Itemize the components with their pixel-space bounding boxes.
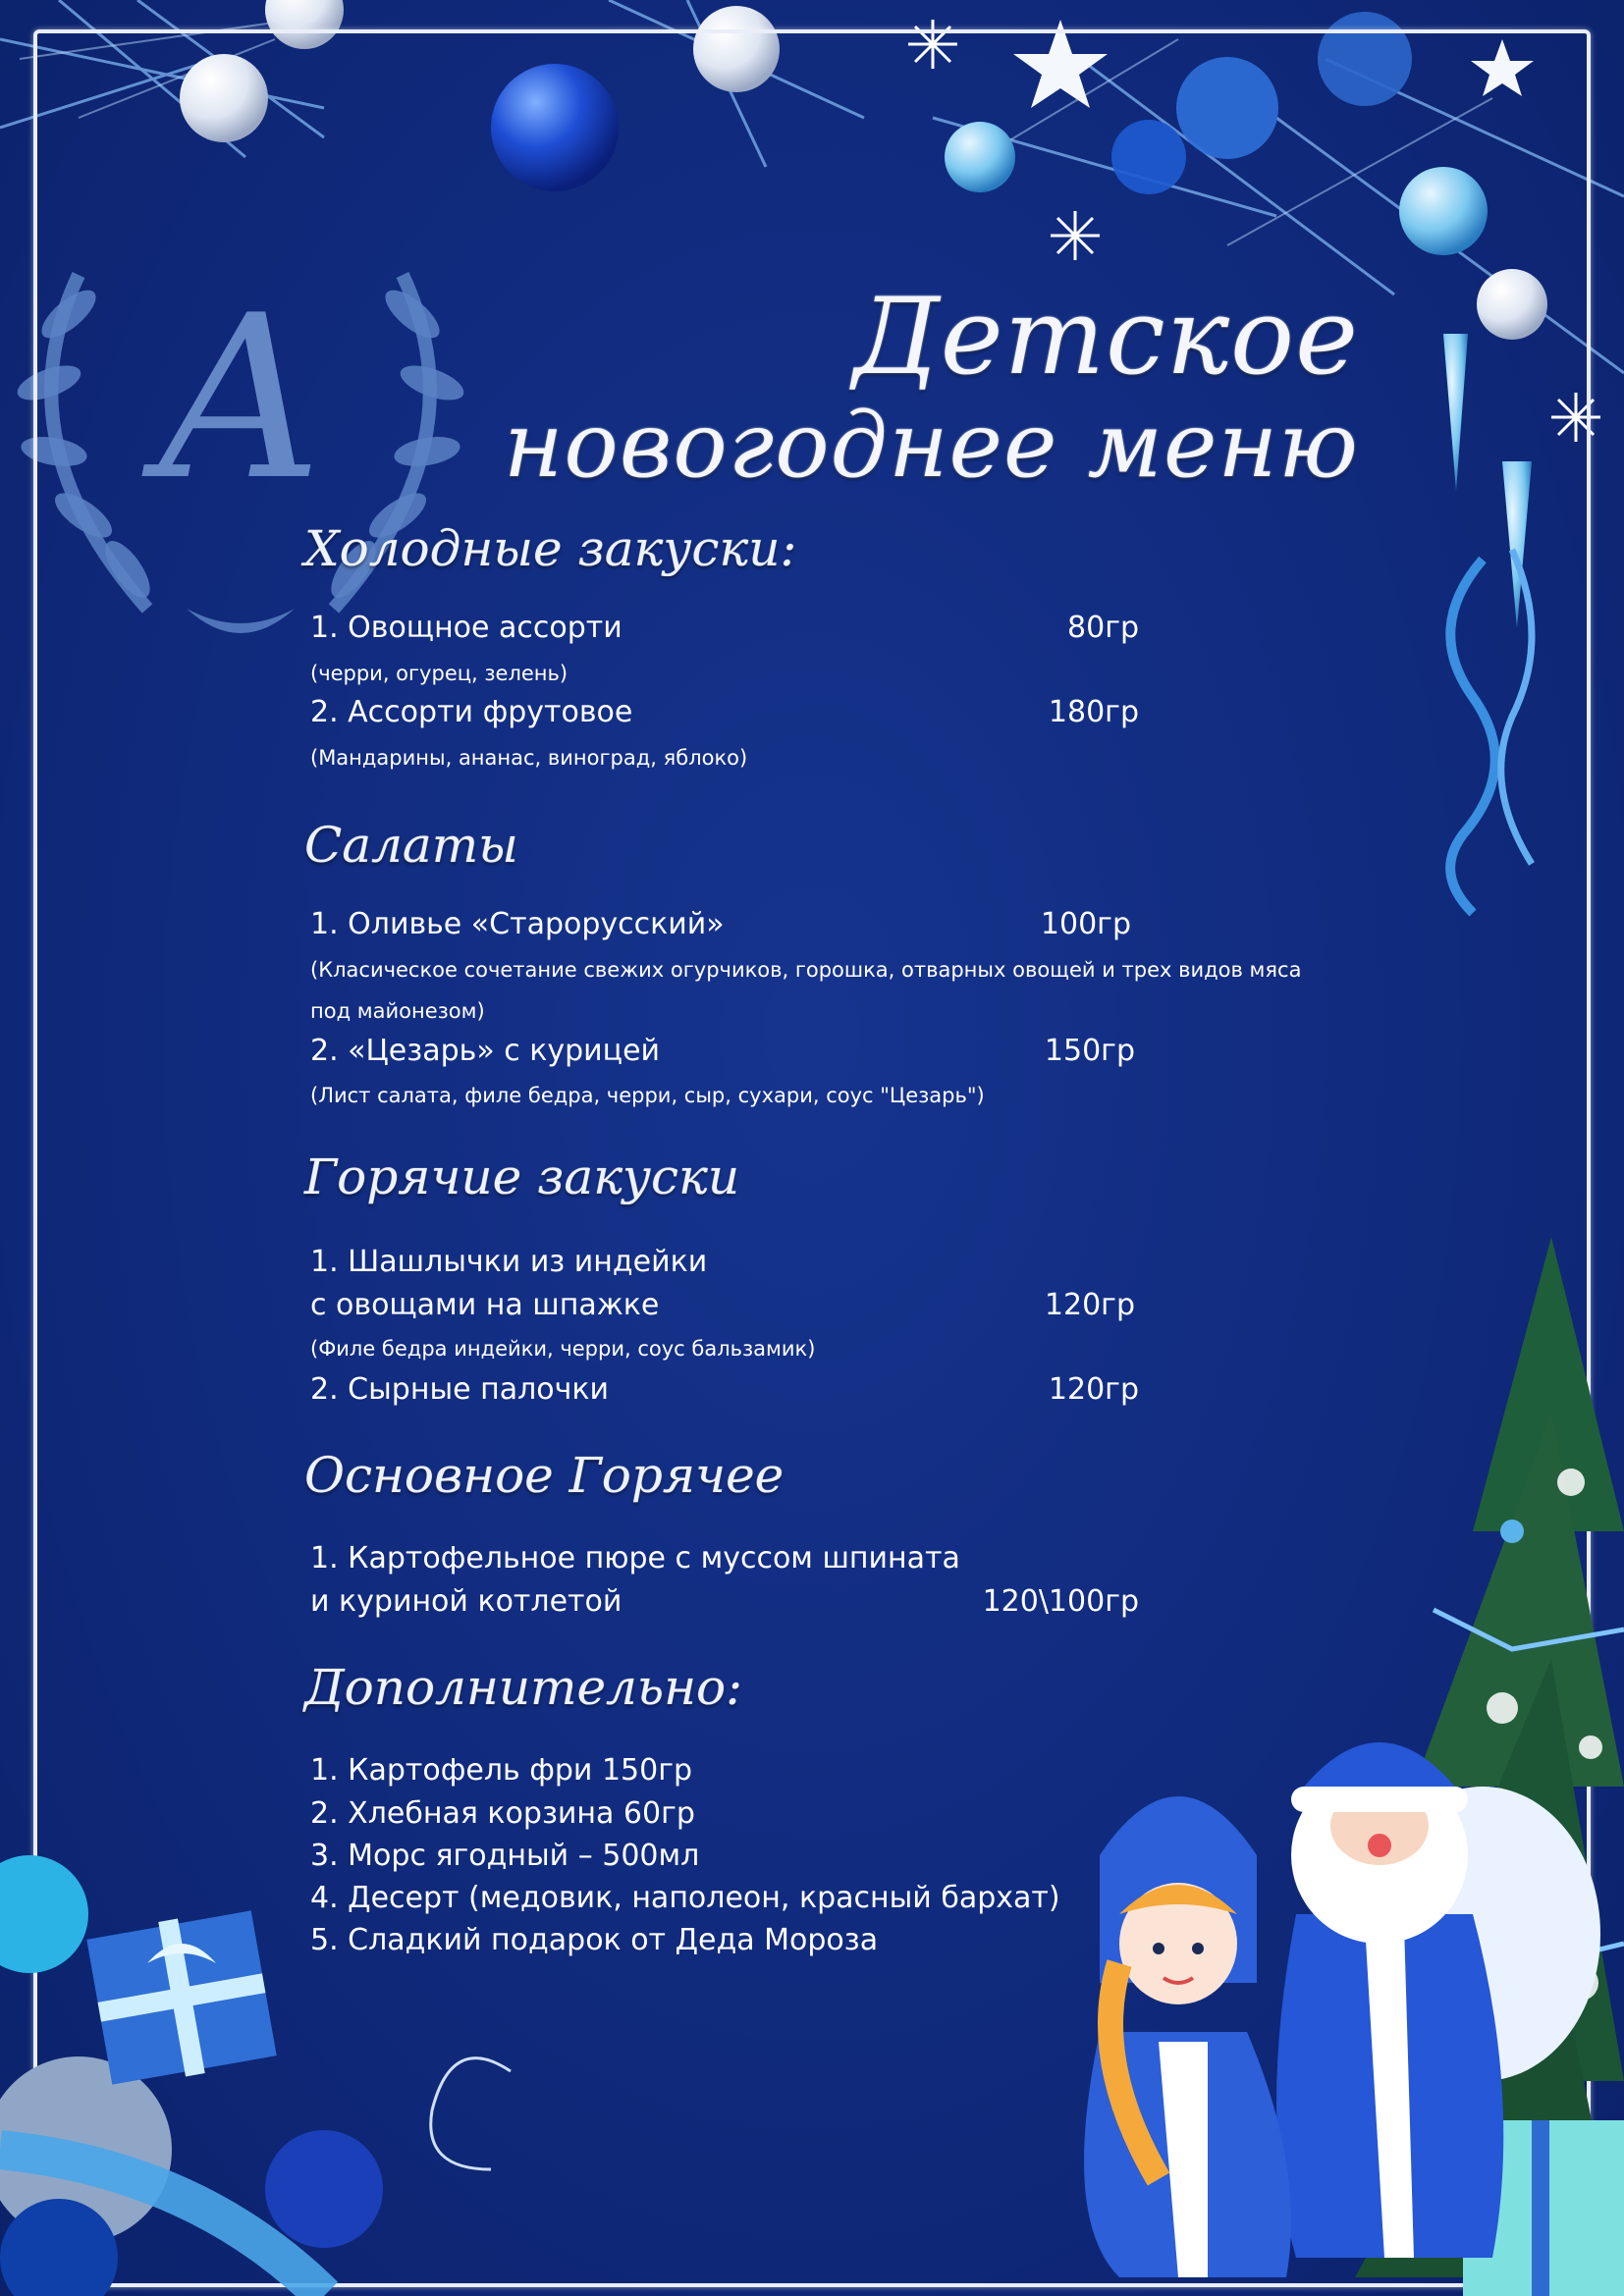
section-title-salads: Салаты: [304, 817, 518, 874]
menu-item-note: (Класическое сочетание свежих огурчиков, горошка, отварных овощей и трех видов мяса: [310, 958, 1302, 982]
menu-title: [503, 276, 1359, 498]
title-line-2: новогоднее меню: [503, 393, 1359, 498]
santa-and-snow-maiden: [1041, 1708, 1624, 2296]
section-title-hot-snacks: Горячие закуски: [304, 1148, 740, 1205]
menu-item-note: (черри, огурец, зелень): [310, 662, 568, 685]
menu-item-price: 120\100гр: [982, 1584, 1139, 1619]
menu-item-price: 180гр: [1048, 695, 1139, 729]
menu-item-note: под майонезом): [310, 999, 485, 1023]
menu-item-name: с овощами на шпажке: [310, 1288, 660, 1322]
menu-item-price: 120гр: [1044, 1288, 1135, 1322]
menu-item-name: 1. Оливье «Старорусский»: [310, 907, 725, 941]
menu-item-price: 80гр: [1067, 611, 1139, 645]
menu-item-name: 1. Картофельное пюре с муссом шпината: [310, 1541, 960, 1575]
logo-letter: А: [154, 268, 327, 530]
section-title-main-hot: Основное Горячее: [304, 1447, 785, 1504]
section-title-extra: Дополнительно:: [304, 1659, 742, 1716]
extra-item: 5. Сладкий подарок от Деда Мороза: [310, 1923, 879, 1957]
menu-item-note: (Филе бедра индейки, черри, соус бальзамик): [310, 1337, 816, 1361]
menu-item-price: 100гр: [1040, 907, 1131, 941]
extra-item: 1. Картофель фри 150гр: [310, 1753, 693, 1788]
menu-item-price: 150гр: [1044, 1034, 1135, 1068]
title-line-1: Детское: [852, 276, 1359, 399]
menu-item-note: (Лист салата, филе бедра, черри, сыр, сухари, соус "Цезарь"): [310, 1084, 985, 1107]
menu-item-name: и куриной котлетой: [310, 1584, 623, 1619]
menu-item-price: 120гр: [1048, 1372, 1139, 1407]
extra-item: 2. Хлебная корзина 60гр: [310, 1796, 695, 1831]
extra-item: 4. Десерт (медовик, наполеон, красный бархат): [310, 1881, 1060, 1915]
extra-item: 3. Морс ягодный – 500мл: [310, 1839, 700, 1873]
menu-item-name: 2. «Цезарь» с курицей: [310, 1034, 661, 1068]
menu-item-name: 1. Шашлычки из индейки: [310, 1245, 708, 1279]
menu-item-name: 2. Ассорти фрутовое: [310, 695, 633, 729]
menu-item-name: 1. Овощное ассорти: [310, 611, 623, 645]
menu-item-note: (Мандарины, ананас, виноград, яблоко): [310, 746, 748, 770]
section-title-cold-snacks: Холодные закуски:: [304, 520, 797, 577]
menu-item-name: 2. Сырные палочки: [310, 1372, 609, 1407]
